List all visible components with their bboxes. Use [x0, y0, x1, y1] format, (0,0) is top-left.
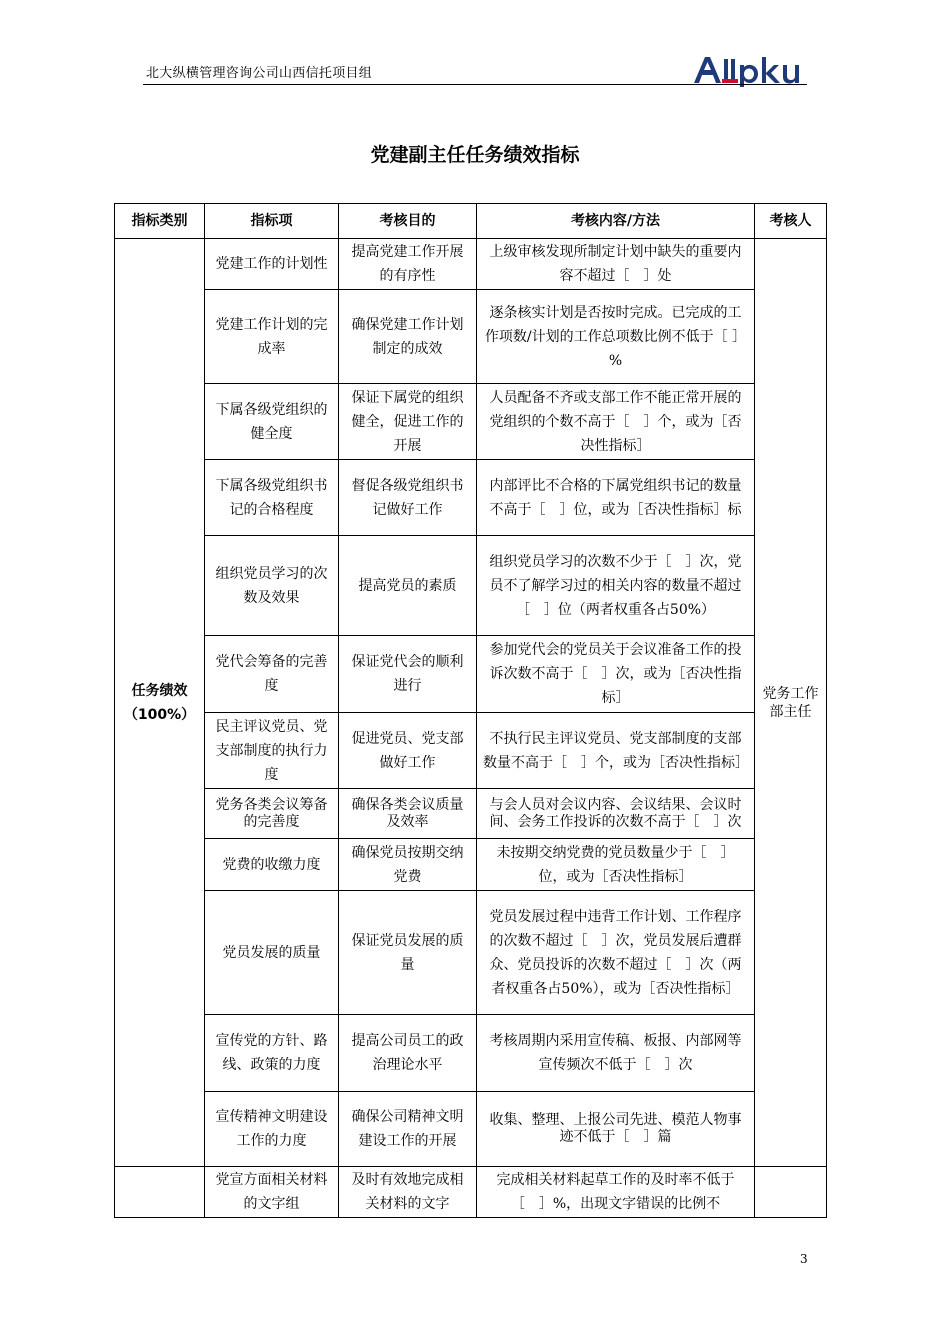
assessor-cell: 党务工作部主任 — [755, 239, 827, 1167]
assessment-method: 上级审核发现所制定计划中缺失的重要内容不超过［ ］处 — [477, 239, 755, 290]
table-row — [115, 1092, 827, 1167]
page-number: 3 — [800, 1252, 808, 1266]
header-company: 北大纵横管理咨询公司山西信托项目组 — [146, 66, 373, 81]
indicator-item: 党费的收缴力度 — [205, 839, 339, 891]
assessment-purpose: 督促各级党组织书记做好工作 — [339, 460, 477, 536]
assessment-purpose: 确保党员按期交纳党费 — [339, 839, 477, 891]
assessment-method: 党员发展过程中违背工作计划、工作程序的次数不超过［ ］次，党员发展后遭群众、党员投诉的次数不超过［ ］次（两者权重各占50%），或为［否决性指标］ — [477, 891, 755, 1015]
table-row — [115, 290, 827, 384]
indicator-item: 宣传党的方针、路线、政策的力度 — [205, 1015, 339, 1092]
assessor-cell-empty — [755, 1167, 827, 1218]
assessment-method: 不执行民主评议党员、党支部制度的支部数量不高于［ ］个，或为［否决性指标］ — [477, 713, 755, 789]
assessment-purpose: 保证党代会的顺利进行 — [339, 636, 477, 713]
table-row — [115, 636, 827, 713]
assessment-method: 人员配备不齐或支部工作不能正常开展的党组织的个数不高于［ ］个，或为［否决性指标］ — [477, 384, 755, 460]
assessment-method: 考核周期内采用宣传稿、板报、内部网等宣传频次不低于［ ］次 — [477, 1015, 755, 1092]
indicator-item: 党建工作计划的完成率 — [205, 290, 339, 384]
column-header: 指标类别 — [115, 204, 205, 239]
table-row — [115, 1015, 827, 1092]
table-row — [115, 239, 827, 290]
assessment-method: 内部评比不合格的下属党组织书记的数量不高于［ ］位，或为［否决性指标］标 — [477, 460, 755, 536]
assessment-method: 参加党代会的党员关于会议准备工作的投诉次数不高于［ ］次，或为［否决性指标］ — [477, 636, 755, 713]
column-header: 考核目的 — [339, 204, 477, 239]
table-row — [115, 1167, 827, 1218]
table-row — [115, 384, 827, 460]
assessment-purpose: 提高党员的素质 — [339, 536, 477, 636]
assessment-purpose: 保证下属党的组织健全，促进工作的开展 — [339, 384, 477, 460]
table-row — [115, 839, 827, 891]
table-row — [115, 460, 827, 536]
assessment-purpose: 确保党建工作计划制定的成效 — [339, 290, 477, 384]
category-weight: （100%） — [123, 706, 196, 723]
assessment-method: 组织党员学习的次数不少于［ ］次，党员不了解学习过的相关内容的数量不超过［ ］位（两者权重各占50%） — [477, 536, 755, 636]
table-row — [115, 713, 827, 789]
indicator-item: 党宣方面相关材料的文字组 — [205, 1167, 339, 1218]
indicator-item: 宣传精神文明建设工作的力度 — [205, 1092, 339, 1167]
kpi-table — [114, 203, 827, 1218]
indicator-item: 民主评议党员、党支部制度的执行力度 — [205, 713, 339, 789]
indicator-item: 党务各类会议筹备的完善度 — [205, 789, 339, 839]
category-cell-empty — [115, 1167, 205, 1218]
table-header-row — [115, 204, 827, 239]
table-row — [115, 536, 827, 636]
indicator-item: 组织党员学习的次数及效果 — [205, 536, 339, 636]
indicator-item: 党建工作的计划性 — [205, 239, 339, 290]
company-logo — [692, 53, 812, 87]
assessment-purpose: 及时有效地完成相关材料的文字 — [339, 1167, 477, 1218]
category-cell — [115, 239, 205, 1167]
assessment-method: 未按期交纳党费的党员数量少于［ ］位，或为［否决性指标］ — [477, 839, 755, 891]
column-header: 考核人 — [755, 204, 827, 239]
column-header: 考核内容/方法 — [477, 204, 755, 239]
indicator-item: 党员发展的质量 — [205, 891, 339, 1015]
table-row — [115, 891, 827, 1015]
assessment-method: 收集、整理、上报公司先进、模范人物事迹不低于［ ］篇 — [477, 1092, 755, 1167]
page-title: 党建副主任任务绩效指标 — [370, 144, 580, 166]
category-name: 任务绩效 — [131, 682, 188, 699]
indicator-item: 下属各级党组织的健全度 — [205, 384, 339, 460]
assessment-purpose: 提高党建工作开展的有序性 — [339, 239, 477, 290]
header-divider — [143, 84, 807, 85]
assessment-purpose: 保证党员发展的质量 — [339, 891, 477, 1015]
assessment-method: 逐条核实计划是否按时完成。已完成的工作项数/计划的工作总项数比例不低于［ ］% — [477, 290, 755, 384]
assessment-purpose: 促进党员、党支部做好工作 — [339, 713, 477, 789]
table-row — [115, 789, 827, 839]
indicator-item: 下属各级党组织书记的合格程度 — [205, 460, 339, 536]
assessment-method: 与会人员对会议内容、会议结果、会议时间、会务工作投诉的次数不高于［ ］次 — [477, 789, 755, 839]
assessment-purpose: 确保公司精神文明建设工作的开展 — [339, 1092, 477, 1167]
column-header: 指标项 — [205, 204, 339, 239]
assessment-purpose: 提高公司员工的政治理论水平 — [339, 1015, 477, 1092]
assessment-purpose: 确保各类会议质量及效率 — [339, 789, 477, 839]
assessment-method: 完成相关材料起草工作的及时率不低于［ ］%，出现文字错误的比例不 — [477, 1167, 755, 1218]
indicator-item: 党代会筹备的完善度 — [205, 636, 339, 713]
